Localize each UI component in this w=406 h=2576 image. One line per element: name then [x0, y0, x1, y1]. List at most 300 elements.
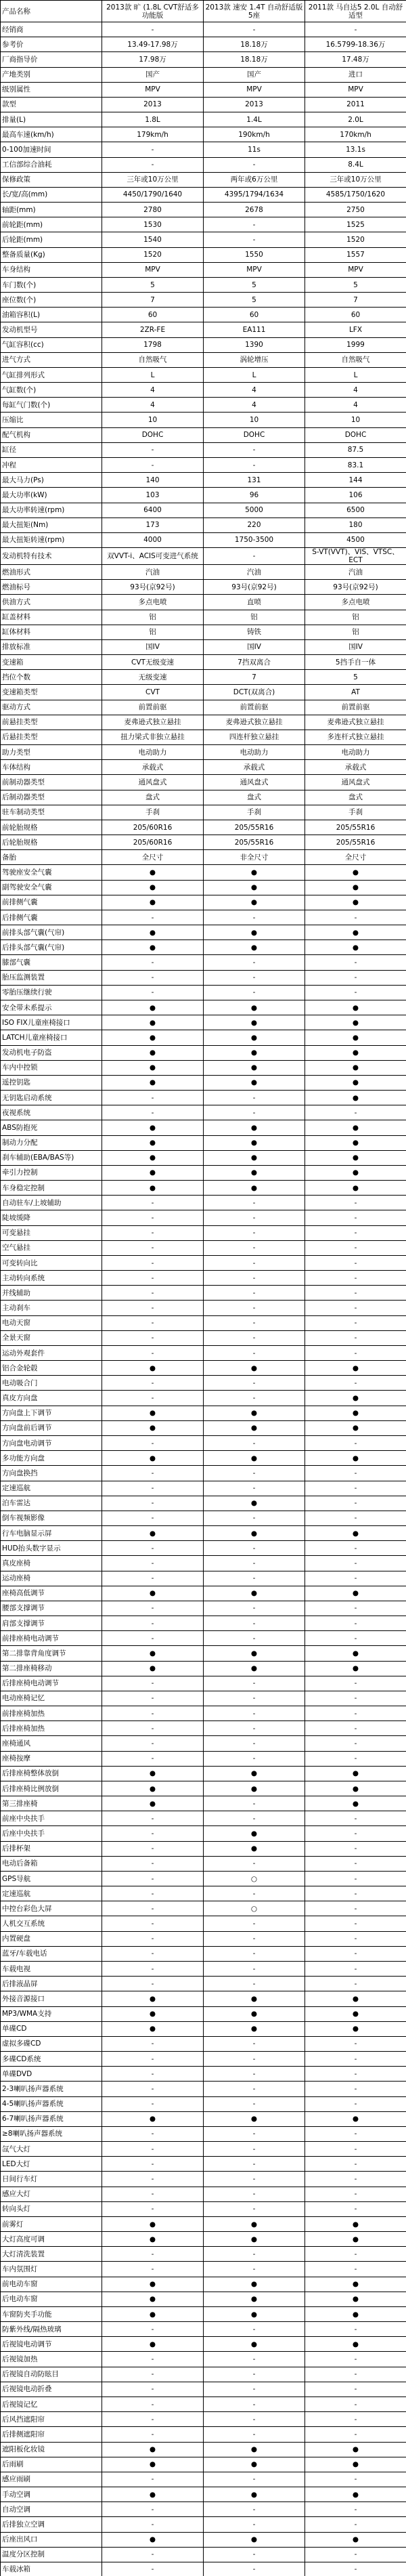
spec-label: 主动刹车 — [1, 1301, 102, 1315]
spec-value-2: - — [204, 2502, 305, 2517]
spec-label: 后轮胎规格 — [1, 835, 102, 850]
spec-value-3: 5挡手自一体 — [305, 655, 406, 670]
spec-value-2: MPV — [204, 262, 305, 277]
spec-value-3: - — [305, 2412, 406, 2427]
spec-value-1: 前置前驱 — [102, 700, 204, 715]
spec-label: 蓝牙/车载电话 — [1, 1946, 102, 1961]
spec-row — [1, 2457, 406, 2472]
spec-row — [1, 1646, 406, 1661]
spec-value-3: - — [305, 1676, 406, 1691]
spec-value-1: ● — [102, 2277, 204, 2292]
spec-value-1: CVT — [102, 685, 204, 700]
spec-value-2: - — [204, 2262, 305, 2277]
spec-value-3: - — [305, 2547, 406, 2562]
spec-value-3: 4 — [305, 398, 406, 413]
spec-row — [1, 2142, 406, 2157]
spec-value-3: - — [305, 2201, 406, 2216]
spec-value-1: ● — [102, 1000, 204, 1015]
spec-value-2: - — [204, 1796, 305, 1811]
spec-value-1: ● — [102, 1781, 204, 1796]
spec-row — [1, 565, 406, 580]
spec-row — [1, 1721, 406, 1736]
spec-row — [1, 2021, 406, 2036]
spec-row — [1, 2352, 406, 2367]
spec-row — [1, 625, 406, 639]
spec-value-3: ● — [305, 1991, 406, 2006]
spec-row — [1, 1120, 406, 1135]
spec-value-3: - — [305, 2502, 406, 2517]
spec-row — [1, 2216, 406, 2231]
spec-label: 发动机特有技术 — [1, 548, 102, 565]
spec-row — [1, 2412, 406, 2427]
spec-value-2: 两年或6万公里 — [204, 172, 305, 187]
spec-row — [1, 1181, 406, 1196]
spec-value-1: CVT无级变速 — [102, 655, 204, 670]
spec-row — [1, 2096, 406, 2111]
spec-value-1: - — [102, 2201, 204, 2216]
spec-value-1: - — [102, 1841, 204, 1856]
spec-row — [1, 1541, 406, 1556]
spec-row — [1, 1286, 406, 1301]
spec-row — [1, 2306, 406, 2321]
spec-label: 供油方式 — [1, 595, 102, 610]
spec-value-3: ● — [305, 2292, 406, 2306]
spec-row — [1, 1916, 406, 1931]
spec-label: 车内中控锁 — [1, 1060, 102, 1075]
spec-value-1: 103 — [102, 488, 204, 503]
spec-row — [1, 670, 406, 685]
spec-row — [1, 925, 406, 940]
spec-row — [1, 985, 406, 1000]
spec-label: 后排座椅整体放倒 — [1, 1766, 102, 1781]
spec-label: 并线辅助 — [1, 1286, 102, 1301]
spec-value-1: - — [102, 1706, 204, 1721]
spec-value-3: - — [305, 1931, 406, 1946]
spec-value-1: - — [102, 2382, 204, 2396]
spec-value-3: ● — [305, 1060, 406, 1075]
spec-value-1: ● — [102, 2111, 204, 2126]
spec-value-2: 前置前驱 — [204, 700, 305, 715]
spec-label: 真皮方向盘 — [1, 1391, 102, 1406]
spec-value-1: ● — [102, 2216, 204, 2231]
spec-row — [1, 685, 406, 700]
spec-value-3: - — [305, 1856, 406, 1871]
spec-row — [1, 1091, 406, 1105]
spec-value-3: ● — [305, 925, 406, 940]
spec-row — [1, 1556, 406, 1571]
spec-label: MP3/WMA支持 — [1, 2006, 102, 2021]
spec-value-1: ● — [102, 925, 204, 940]
spec-value-1: - — [102, 1466, 204, 1481]
spec-row — [1, 1766, 406, 1781]
spec-row — [1, 1435, 406, 1450]
spec-label: 第二排座椅移动 — [1, 1661, 102, 1676]
spec-label: 最大扭矩转速(rpm) — [1, 532, 102, 547]
spec-value-3: 汽油 — [305, 565, 406, 580]
spec-label: 后电动车窗 — [1, 2292, 102, 2306]
spec-value-3: 205/55R16 — [305, 820, 406, 835]
spec-value-2: ● — [204, 1181, 305, 1196]
spec-value-2: ● — [204, 1120, 305, 1135]
spec-value-2: 60 — [204, 308, 305, 322]
spec-value-1: 三年或10万公里 — [102, 172, 204, 187]
spec-value-2: - — [204, 1105, 305, 1120]
spec-value-3: ● — [305, 1391, 406, 1406]
spec-value-1: ● — [102, 1526, 204, 1541]
spec-value-3: 5 — [305, 670, 406, 685]
spec-value-3: 三年或10万公里 — [305, 172, 406, 187]
spec-label: 油箱容积(L) — [1, 308, 102, 322]
spec-value-1: ● — [102, 1045, 204, 1060]
spec-row — [1, 2562, 406, 2576]
spec-row — [1, 2396, 406, 2411]
spec-value-1: - — [102, 2157, 204, 2172]
spec-value-1: - — [102, 1856, 204, 1871]
spec-value-3: ● — [305, 2111, 406, 2126]
spec-value-2: ● — [204, 1826, 305, 1841]
spec-value-2: - — [204, 1225, 305, 1240]
spec-label: 后视镜电动调节 — [1, 2337, 102, 2352]
spec-value-1: - — [102, 2187, 204, 2201]
spec-label: 发动机型号 — [1, 322, 102, 337]
spec-row — [1, 895, 406, 910]
spec-row — [1, 1225, 406, 1240]
spec-value-1: - — [102, 2036, 204, 2051]
spec-label: 自动驻车/上坡辅助 — [1, 1196, 102, 1210]
spec-row — [1, 503, 406, 518]
spec-value-2: 非全尺寸 — [204, 850, 305, 865]
spec-label: ISO FIX儿童座椅接口 — [1, 1015, 102, 1030]
spec-label: 后排液晶屏 — [1, 1977, 102, 1991]
spec-value-3: - — [305, 1721, 406, 1736]
spec-value-2: 5 — [204, 293, 305, 308]
spec-value-3: - — [305, 1210, 406, 1225]
spec-value-1: - — [102, 970, 204, 985]
spec-value-1: - — [102, 2562, 204, 2576]
spec-label: 2-3喇叭扬声器系统 — [1, 2082, 102, 2096]
spec-row — [1, 715, 406, 730]
spec-value-1: ● — [102, 1661, 204, 1676]
spec-value-3: - — [305, 910, 406, 925]
spec-row — [1, 2006, 406, 2021]
spec-value-3: - — [305, 1916, 406, 1931]
spec-value-1: - — [102, 2396, 204, 2411]
spec-value-3: - — [305, 1301, 406, 1315]
spec-value-2: - — [204, 1676, 305, 1691]
spec-value-1: - — [102, 142, 204, 157]
spec-value-2: 1750-3500 — [204, 532, 305, 547]
spec-value-3: 180 — [305, 518, 406, 532]
spec-value-1: - — [102, 442, 204, 457]
spec-value-3: ● — [305, 2006, 406, 2021]
spec-value-1: 自然吸气 — [102, 352, 204, 367]
spec-value-2: - — [204, 2412, 305, 2427]
spec-value-3: ● — [305, 1135, 406, 1150]
spec-value-3: ● — [305, 1045, 406, 1060]
spec-value-3: - — [305, 2172, 406, 2187]
spec-label: 后轮距(mm) — [1, 232, 102, 247]
spec-value-1: - — [102, 2547, 204, 2562]
spec-label: ABS防抱死 — [1, 1120, 102, 1135]
spec-value-2: - — [204, 1811, 305, 1826]
spec-label: 车载冰箱 — [1, 2562, 102, 2576]
spec-value-2: 131 — [204, 473, 305, 488]
spec-label: 电动后备箱 — [1, 1856, 102, 1871]
spec-row — [1, 1901, 406, 1916]
spec-value-1: - — [102, 1691, 204, 1706]
spec-value-1: - — [102, 955, 204, 970]
spec-label: 最大扭矩(Nm) — [1, 518, 102, 532]
spec-label: 多功能方向盘 — [1, 1451, 102, 1466]
spec-value-3: 4585/1750/1620 — [305, 187, 406, 202]
spec-value-1: - — [102, 2082, 204, 2096]
spec-row — [1, 1871, 406, 1886]
spec-value-2: ● — [204, 1406, 305, 1420]
spec-value-3: 17.48万 — [305, 52, 406, 67]
spec-value-3: - — [305, 1631, 406, 1646]
spec-value-3: - — [305, 1496, 406, 1511]
spec-value-1: ● — [102, 1796, 204, 1811]
spec-value-2: ● — [204, 2532, 305, 2547]
spec-value-3: - — [305, 1271, 406, 1286]
spec-label: 气缸数(个) — [1, 383, 102, 398]
spec-value-2: ● — [204, 2216, 305, 2231]
spec-value-3: 承载式 — [305, 760, 406, 775]
spec-value-1: 铝 — [102, 610, 204, 625]
spec-row — [1, 457, 406, 472]
spec-row — [1, 548, 406, 565]
spec-value-1: - — [102, 2472, 204, 2487]
spec-row — [1, 37, 406, 52]
spec-row — [1, 865, 406, 880]
spec-value-1: ● — [102, 1015, 204, 1030]
spec-label: 0-100加速时间 — [1, 142, 102, 157]
spec-value-3: 进口 — [305, 67, 406, 82]
spec-label: 虚拟多碟CD — [1, 2036, 102, 2051]
spec-value-3: - — [305, 1435, 406, 1450]
spec-value-2: - — [204, 2187, 305, 2201]
spec-row — [1, 850, 406, 865]
spec-row — [1, 2517, 406, 2532]
spec-row — [1, 112, 406, 127]
spec-label: 后座出风口 — [1, 2532, 102, 2547]
spec-label: 燃油形式 — [1, 565, 102, 580]
spec-value-3: 170km/h — [305, 127, 406, 142]
spec-value-1: - — [102, 457, 204, 472]
spec-value-2: 4395/1794/1634 — [204, 187, 305, 202]
spec-value-1: - — [102, 2352, 204, 2367]
spec-label: 夜视系统 — [1, 1105, 102, 1120]
spec-value-3: - — [305, 1315, 406, 1330]
product-name-2: 2013款 速安 1.4T 自动舒适版 5座 — [204, 1, 305, 22]
spec-value-2: - — [204, 1196, 305, 1210]
spec-value-2: - — [204, 2096, 305, 2111]
spec-value-1: - — [102, 22, 204, 37]
spec-value-3: 盘式 — [305, 790, 406, 805]
spec-value-2: 1550 — [204, 247, 305, 262]
spec-label: GPS导航 — [1, 1871, 102, 1886]
spec-value-3: - — [305, 1345, 406, 1360]
spec-row — [1, 2262, 406, 2277]
spec-value-3: ● — [305, 2216, 406, 2231]
spec-value-2: - — [204, 2472, 305, 2487]
spec-value-1: 4450/1790/1640 — [102, 187, 204, 202]
spec-value-3: - — [305, 1556, 406, 1571]
spec-value-3: 全尺寸 — [305, 850, 406, 865]
spec-value-1: - — [102, 2412, 204, 2427]
spec-value-1: - — [102, 2262, 204, 2277]
spec-value-1: 13.49-17.98万 — [102, 37, 204, 52]
spec-value-2: - — [204, 2367, 305, 2382]
spec-row — [1, 760, 406, 775]
header-row — [1, 1, 406, 22]
spec-value-3: - — [305, 2067, 406, 2082]
spec-value-3: ● — [305, 1781, 406, 1796]
spec-value-1: ● — [102, 1420, 204, 1435]
spec-value-2: 国产 — [204, 67, 305, 82]
spec-value-2: - — [204, 157, 305, 172]
spec-label: 变速箱 — [1, 655, 102, 670]
spec-value-2: ● — [204, 2292, 305, 2306]
spec-value-3: ● — [305, 895, 406, 910]
spec-value-2: - — [204, 1345, 305, 1360]
spec-label: 单碟CD — [1, 2021, 102, 2036]
spec-value-2: - — [204, 457, 305, 472]
spec-row — [1, 2547, 406, 2562]
spec-value-2: 国IV — [204, 639, 305, 654]
spec-value-2: - — [204, 2142, 305, 2157]
spec-value-1: - — [102, 1601, 204, 1616]
spec-label: 方向盘上下调节 — [1, 1406, 102, 1420]
spec-value-2: ● — [204, 1075, 305, 1090]
spec-value-1: 汽油 — [102, 565, 204, 580]
spec-value-3: - — [305, 2352, 406, 2367]
spec-value-2: 电动助力 — [204, 745, 305, 760]
spec-value-1: 扭力梁式非独立悬挂 — [102, 730, 204, 744]
spec-row — [1, 1571, 406, 1586]
spec-value-3: 1520 — [305, 232, 406, 247]
spec-value-1: 1530 — [102, 217, 204, 232]
spec-label: 厂商指导价 — [1, 52, 102, 67]
spec-value-2: - — [204, 1601, 305, 1616]
spec-value-1: 4 — [102, 398, 204, 413]
spec-label: 座椅按摩 — [1, 1751, 102, 1766]
spec-row — [1, 1196, 406, 1210]
spec-value-1: - — [102, 2322, 204, 2337]
spec-row — [1, 1165, 406, 1180]
spec-label: 后雨刷 — [1, 2457, 102, 2472]
spec-value-3: - — [305, 1736, 406, 1751]
spec-label: 车内氛围灯 — [1, 2262, 102, 2277]
spec-label: 倒车视频影像 — [1, 1511, 102, 1525]
spec-value-1: ● — [102, 940, 204, 955]
spec-row — [1, 610, 406, 625]
spec-value-2: - — [204, 1916, 305, 1931]
spec-label: 进气方式 — [1, 352, 102, 367]
spec-row — [1, 2157, 406, 2172]
spec-row — [1, 1000, 406, 1015]
spec-row — [1, 970, 406, 985]
spec-value-1: - — [102, 1196, 204, 1210]
spec-label: 前排座椅加热 — [1, 1706, 102, 1721]
spec-row — [1, 820, 406, 835]
spec-value-3: 4 — [305, 383, 406, 398]
spec-value-2: - — [204, 2082, 305, 2096]
spec-label: 前悬挂类型 — [1, 715, 102, 730]
spec-label: 外接音源接口 — [1, 1991, 102, 2006]
spec-label: 感应大灯 — [1, 2187, 102, 2201]
spec-value-3: 13.1s — [305, 142, 406, 157]
spec-row — [1, 1030, 406, 1045]
spec-row — [1, 2201, 406, 2216]
spec-value-2: ● — [204, 1420, 305, 1435]
spec-label: 转向头灯 — [1, 2201, 102, 2216]
spec-value-1: - — [102, 1240, 204, 1255]
spec-row — [1, 745, 406, 760]
spec-row — [1, 1841, 406, 1856]
spec-value-2: 93号(京92号) — [204, 580, 305, 595]
spec-label: 最高车速(km/h) — [1, 127, 102, 142]
spec-row — [1, 142, 406, 157]
spec-value-2: - — [204, 1481, 305, 1496]
spec-row — [1, 1616, 406, 1631]
spec-label: 后制动器类型 — [1, 790, 102, 805]
spec-value-2: 铝 — [204, 610, 305, 625]
spec-row — [1, 790, 406, 805]
spec-value-1: - — [102, 1315, 204, 1330]
spec-label: 陡坡缓降 — [1, 1210, 102, 1225]
spec-value-2: MPV — [204, 82, 305, 97]
spec-value-3: ● — [305, 1361, 406, 1376]
spec-label: 手动空调 — [1, 2487, 102, 2502]
spec-row — [1, 1060, 406, 1075]
spec-value-1: - — [102, 1255, 204, 1270]
spec-label: 车身稳定控制 — [1, 1181, 102, 1196]
spec-value-2: 190km/h — [204, 127, 305, 142]
spec-label: 多碟CD系统 — [1, 2052, 102, 2067]
spec-label: 挡位个数 — [1, 670, 102, 685]
spec-row — [1, 595, 406, 610]
spec-value-2: ● — [204, 1015, 305, 1030]
spec-row — [1, 1105, 406, 1120]
spec-value-3: - — [305, 1977, 406, 1991]
spec-value-3: - — [305, 2096, 406, 2111]
spec-row — [1, 1706, 406, 1721]
spec-value-1: - — [102, 2427, 204, 2442]
spec-row — [1, 217, 406, 232]
spec-value-1: - — [102, 1301, 204, 1315]
spec-value-1: ● — [102, 1150, 204, 1165]
spec-label: 方向盘前后调节 — [1, 1420, 102, 1435]
spec-value-2: 通风盘式 — [204, 775, 305, 790]
spec-value-2: - — [204, 1301, 305, 1315]
spec-value-1: ● — [102, 2021, 204, 2036]
spec-value-3: ● — [305, 2457, 406, 2472]
spec-value-2: ○ — [204, 1871, 305, 1886]
spec-row — [1, 97, 406, 112]
spec-value-2: - — [204, 1736, 305, 1751]
spec-value-3: - — [305, 1841, 406, 1856]
spec-label: 座椅高低调节 — [1, 1586, 102, 1601]
spec-row — [1, 2367, 406, 2382]
spec-label: 保修政策 — [1, 172, 102, 187]
spec-value-3: 2.0L — [305, 112, 406, 127]
spec-value-1: ● — [102, 1451, 204, 1466]
spec-value-1: 盘式 — [102, 790, 204, 805]
spec-row — [1, 22, 406, 37]
spec-value-2: ● — [204, 1991, 305, 2006]
spec-value-1: ● — [102, 1406, 204, 1420]
